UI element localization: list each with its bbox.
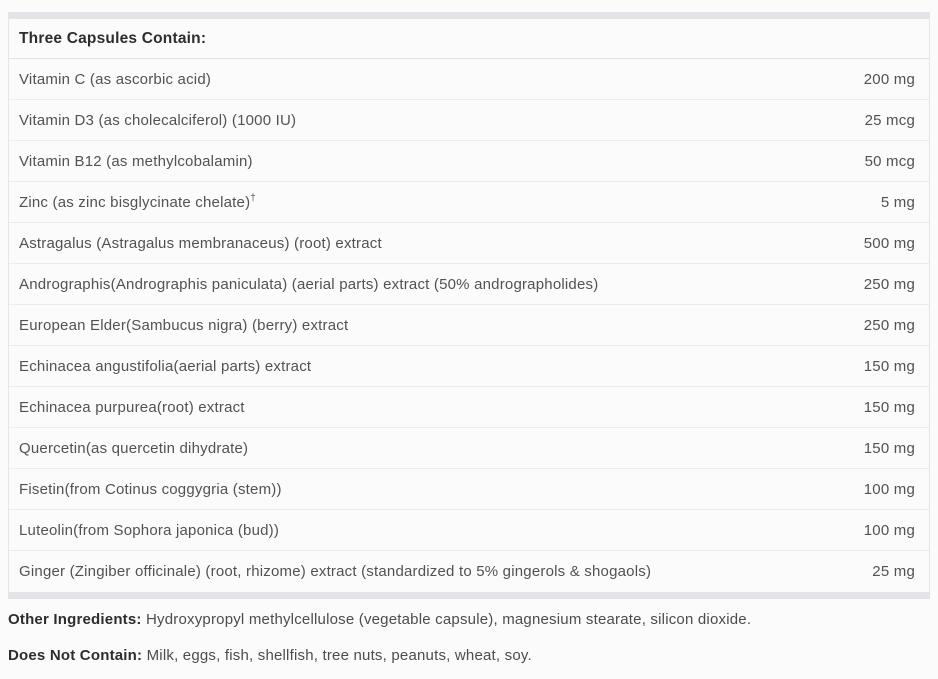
ingredient-amount: 5 mg [880, 193, 915, 211]
ingredient-name: Echinacea purpurea(root) extract [19, 398, 245, 416]
ingredient-name: Zinc (as zinc bisglycinate chelate)† [19, 192, 257, 211]
table-row [9, 264, 929, 305]
table-row [9, 305, 929, 346]
ingredient-name: Luteolin(from Sophora japonica (bud)) [19, 521, 280, 539]
ingredient-name: Vitamin B12 (as methylcobalamin) [19, 152, 253, 170]
footnotes-section [0, 599, 938, 666]
table-row [9, 551, 929, 592]
ingredient-amount: 250 mg [863, 275, 915, 293]
table-row [9, 141, 929, 182]
ingredient-name: Quercetin(as quercetin dihydrate) [19, 439, 249, 457]
ingredient-amount: 100 mg [863, 521, 915, 539]
ingredient-name: Astragalus (Astragalus membranaceus) (root) extract [19, 234, 382, 252]
supplement-facts-panel [8, 12, 930, 599]
supplement-rows [9, 59, 929, 592]
table-row [9, 346, 929, 387]
table-row [9, 510, 929, 551]
ingredient-name: Vitamin C (as ascorbic acid) [19, 70, 212, 88]
ingredient-amount: 150 mg [863, 439, 915, 457]
other-ingredients-line [8, 610, 930, 630]
ingredient-amount: 150 mg [863, 398, 915, 416]
table-row [9, 100, 929, 141]
ingredient-name: Ginger (Zingiber officinale) (root, rhizome) extract (standardized to 5% gingerols & shogaols) [19, 563, 652, 580]
ingredient-amount: 25 mg [872, 563, 915, 580]
does-not-contain-line [8, 646, 930, 666]
ingredient-amount: 250 mg [863, 316, 915, 334]
table-row [9, 223, 929, 264]
does-not-contain-label: Does Not Contain: [8, 647, 143, 664]
panel-header-row [9, 19, 929, 59]
other-ingredients-text: Hydroxypropyl methylcellulose (vegetable capsule), magnesium stearate, silicon dioxide. [146, 611, 752, 628]
ingredient-amount: 500 mg [863, 234, 915, 252]
does-not-contain-text: Milk, eggs, fish, shellfish, tree nuts, peanuts, wheat, soy. [146, 647, 532, 664]
table-row [9, 59, 929, 100]
table-row [9, 428, 929, 469]
table-row [9, 387, 929, 428]
ingredient-amount: 150 mg [863, 357, 915, 375]
panel-top-bar [8, 12, 930, 19]
ingredient-name: Andrographis(Andrographis paniculata) (aerial parts) extract (50% andrographolides) [19, 275, 599, 293]
ingredient-amount: 100 mg [863, 480, 915, 498]
other-ingredients-label: Other Ingredients: [8, 611, 142, 628]
ingredient-name: Vitamin D3 (as cholecalciferol) (1000 IU) [19, 111, 297, 129]
ingredient-amount: 200 mg [863, 70, 915, 88]
footnote-dagger: † [250, 192, 257, 204]
ingredient-name: Fisetin(from Cotinus coggygria (stem)) [19, 480, 282, 498]
ingredient-name: Echinacea angustifolia(aerial parts) extract [19, 357, 312, 375]
ingredient-name: European Elder(Sambucus nigra) (berry) extract [19, 316, 349, 334]
ingredient-amount: 25 mcg [864, 111, 915, 129]
page [0, 12, 938, 679]
table-row [9, 469, 929, 510]
table-row [9, 182, 929, 223]
ingredient-amount: 50 mcg [864, 152, 915, 170]
panel-title: Three Capsules Contain: [19, 29, 207, 47]
panel-bottom-bar [8, 592, 930, 599]
